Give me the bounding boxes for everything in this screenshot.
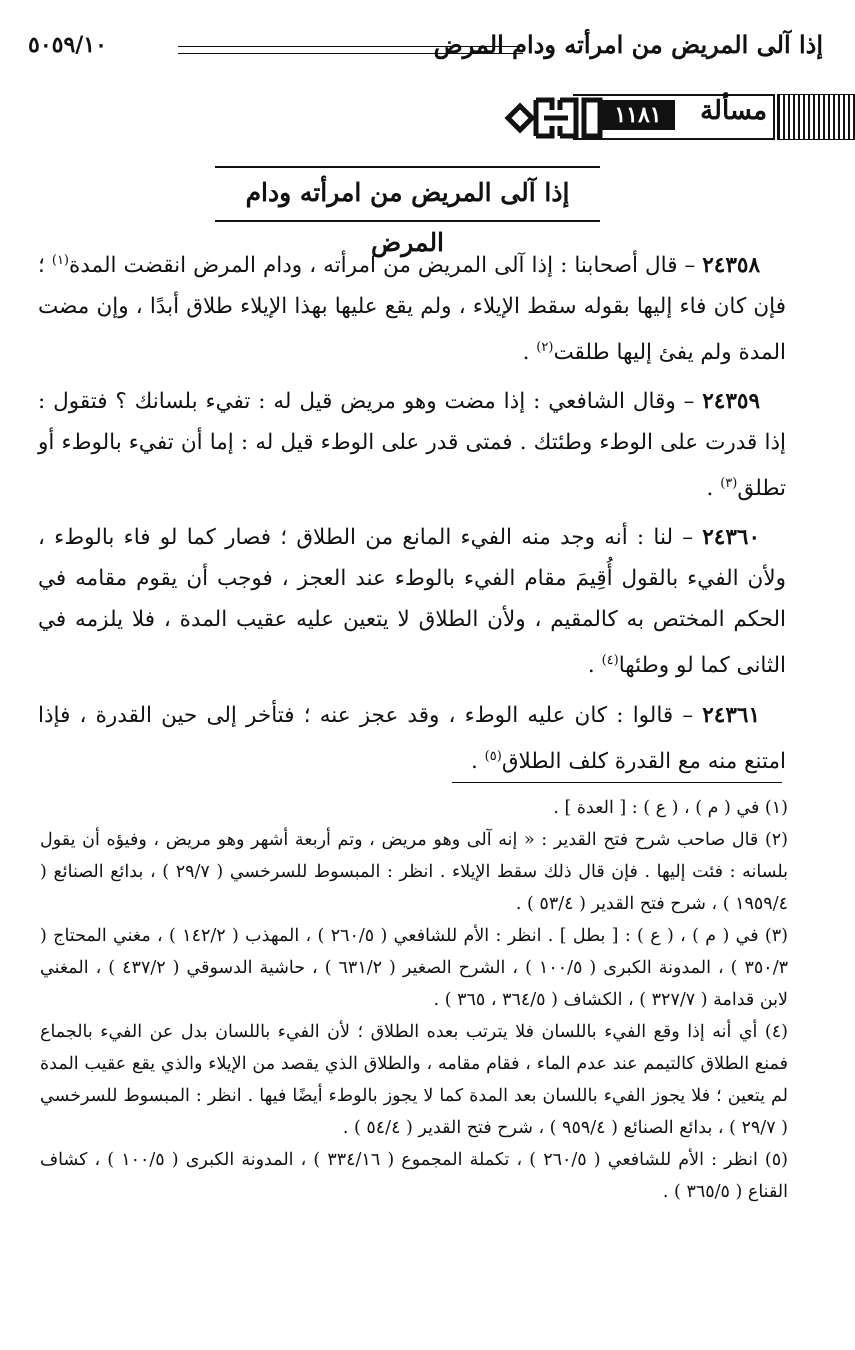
running-title: إذا آلى المريض من امرأته ودام المرض: [433, 30, 823, 59]
paragraph-text: – قال أصحابنا : إذا آلى المريض من امرأته ، ودام المرض انقضت المدة: [69, 253, 703, 279]
paragraph: [38, 240, 786, 373]
knot-ornament-icon: [500, 90, 610, 146]
paragraph-text: – قالوا : كان عليه الوطء ، وقد عجز عنه ؛ فتأخر إلى حين القدرة ، فإذا امتنع منه مع القدرة كلف الطلاق: [38, 702, 786, 774]
footnotes: [40, 792, 788, 1208]
paragraph-text: .: [522, 340, 537, 366]
footnote-ref[interactable]: (٣): [720, 476, 738, 492]
paragraph-text: ؛ فإن كان فاء إليها بقوله سقط الإيلاء ، ولم يقع عليها بهذا الإيلاء طلاق أبدًا ، وإن مضت المدة ولم يفئ إليها طلقت: [38, 253, 786, 366]
footnote-ref[interactable]: (٢): [536, 340, 554, 356]
paragraph-number: ٢٤٣٥٨: [702, 253, 760, 279]
page-reference: ٥٠٥٩/١٠: [28, 32, 107, 58]
footnote-divider: [452, 782, 782, 783]
issue-number: ١١٨١: [601, 100, 675, 130]
issue-banner: [500, 90, 855, 146]
paragraph-text: – وقال الشافعي : إذا مضت وهو مريض قيل له : تفيء بلسانك ؟ فتقول : إذا قدرت على الوطء وطئتك . فمتى قدر على الوطء قيل له : إما أن تفيء بالوطء أو تطلق: [38, 389, 786, 502]
paragraph-text: – لنا : أنه وجد منه الفيء المانع من الطلاق ؛ فصار كما لو فاء بالوطء ، ولأن الفيء بالقول أُقِيمَ مقام الفيء بالوطء عند العجز ، فوجب أن يقوم مقامه في الحكم المختص به كالمقيم ، ولأن الطلاق لا يتعين عليه عقيب المدة ، فلا يلزمه في الثانى كما لو وطئها: [38, 525, 786, 679]
paragraph-number: ٢٤٣٥٩: [702, 389, 760, 415]
paragraph-number: ٢٤٣٦٠: [702, 525, 760, 551]
paragraph-text: .: [587, 653, 602, 679]
paragraph-text: .: [471, 748, 485, 774]
header-rule: [178, 46, 523, 54]
paragraph: [38, 517, 786, 686]
footnote: (١) في ( م ) ، ( ع ) : [ العدة ] .: [553, 798, 788, 818]
hatch-ornament: [777, 94, 855, 140]
section-title: إذا آلى المريض من امرأته ودام المرض: [245, 178, 570, 257]
footnote-ref[interactable]: (٤): [601, 653, 619, 669]
main-text: [38, 240, 786, 790]
footnote: (٤) أي أنه إذا وقع الفيء باللسان فلا يترتب بعده الطلاق ؛ لأن الفيء باللسان بدل عن الفيء بالجماع فمنع الطلاق كالتيمم عند عدم الماء ، فقام مقامه ، والطلاق الذي يقصد من الإيلاء والذي يقع عقيب المدة لم يتعين ؛ فلا يجوز الفيء باللسان بعد المدة كما لا يجوز بالوطء أيضًا فيها . انظر : المبسوط للسرخسي ( ٢٩/٧ ) ، بدائع الصنائع ( ٩٥٩/٤ ) ، شرح فتح القدير ( ٥٤/٤ ) .: [40, 1022, 788, 1138]
running-header: [28, 30, 823, 70]
paragraph: [38, 695, 786, 782]
banner-label: مسألة: [700, 96, 767, 126]
footnote-ref[interactable]: (١): [51, 253, 69, 268]
paragraph-text: .: [706, 476, 721, 502]
paragraph: [38, 381, 786, 509]
footnote: (٥) انظر : الأم للشافعي ( ٢٦٠/٥ ) ، تكملة المجموع ( ٣٣٤/١٦ ) ، المدونة الكبرى ( ١٠٠/٥ ) ، كشاف القناع ( ٣٦٥/٥ ) .: [40, 1150, 788, 1202]
paragraph-number: ٢٤٣٦١: [702, 702, 760, 728]
footnote-ref[interactable]: (٥): [484, 748, 502, 764]
section-title-box: [215, 166, 600, 257]
footnote: (٣) في ( م ) ، ( ع ) : [ بطل ] . انظر : الأم للشافعي ( ٢٦٠/٥ ) ، المهذب ( ١٤٢/٢ ) ، مغني المحتاج ( ٣٥٠/٣ ) ، المدونة الكبرى ( ١٠٠/٥ ) ، الشرح الصغير ( ٦٣١/٢ ) ، حاشية الدسوقي ( ٤٣٧/٢ ) ، المغني لابن قدامة ( ٣٢٧/٧ ) ، الكشاف ( ٣٦٤/٥ ، ٣٦٥ ) .: [40, 926, 788, 1010]
footnote: (٢) قال صاحب شرح فتح القدير : « إنه آلى وهو مريض ، وتم أربعة أشهر وهو مريض ، وفيؤه أن يقول بلسانه : فئت إليها . فإن قال ذلك سقط الإيلاء . انظر : المبسوط للسرخسي ( ٢٩/٧ ) ، بدائع الصنائع ( ١٩٥٩/٤ ) ، شرح فتح القدير ( ٥٣/٤ ) .: [40, 830, 788, 914]
